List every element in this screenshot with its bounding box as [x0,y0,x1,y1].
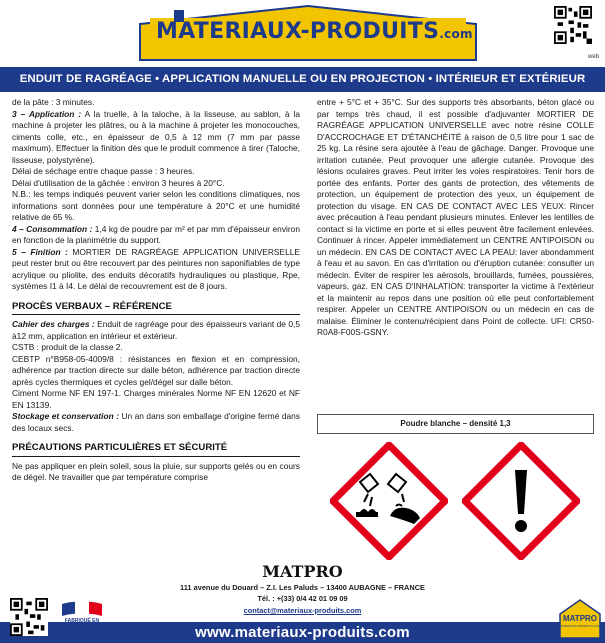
footer-brand: MATPRO [262,562,343,581]
paragraph: CSTB : produit de la classe 2. [12,342,123,352]
made-in-france-badge [58,600,106,640]
matpro-logo[interactable] [558,598,602,640]
footer-address: 111 avenue du Douard – Z.I. Les Paluds – 13400 AUBAGNE – FRANCE [180,583,425,592]
corrosive-hazard-icon [330,442,448,560]
logo-wordmark: MATERIAUX-PRODUITS.com [156,19,473,44]
qr-code-icon[interactable] [10,598,48,636]
badge-text: FABRIQUÉ EN FRANCE [63,618,101,635]
paragraph-cahier: Cahier des charges : Enduit de ragréage pour des épaisseurs variant de 0,5 à12 mm, application en intérieur et extérieur. [12,319,301,341]
section-title-pv: PROCÈS VERBAUX – RÉFÉRENCE [12,301,300,316]
paragraph-stockage: Stockage et conservation : Un an dans son emballage d'origine fermé dans des locaux secs. [12,411,300,433]
paragraph: CEBTP n°B958-05-4009/8 : résistances en flexion et en compression, adhérence par traction directe sur dalle béton, adhérence par traction directe après cycles thermiques et cycles gel/dégel sur dalle béton. [12,353,300,387]
matpro-logo-text: MATPRO [562,614,598,623]
paragraph: Ne pas appliquer en plein soleil, sous la pluie, sur supports gelés ou en cours de dégel. Ne travailler que par température comprise [12,460,300,482]
paragraph-finition: 5 – Finition : MORTIER DE RAGRÉAGE APPLICATION UNIVERSELLE peut rester brut ou être recouvert par des peintures non saponifiables de type acrylique ou pliolite, des enduits décoratifs hydrauliques ou plastique, Rpe, systèmes I1 à I4. Le délai de recouvrement est de 8 jours. [12,246,300,291]
paragraph-application: 3 – Application : A la truelle, à la taloche, à la lisseuse, au sablon, à la machine à projeter les plâtres, ou à la machine à projeter les monocouches, ciments colle, etc., en épaisseur de 0,5 à 12 mm (7 mm par passe maximum). Effectuer la finition dès que le produit commence à tirer (Taloche, lisseuse, polystyrène). [12,108,300,165]
right-column [317,97,594,339]
density-box: Poudre blanche – densité 1,3 [317,414,594,434]
paragraph: de la pâte : 3 minutes. [12,97,95,107]
footer-phone[interactable]: Tél. : +(33) 0/4 42 01 09 09 [257,594,348,603]
footer-email-link[interactable]: contact@materiaux-produits.com [243,606,362,615]
paragraph-safety: entre + 5°C et + 35°C. Sur des supports très absorbants, béton glacé ou par temps très chaud, il est possible d'adjuvanter MORTIER DE RAGRÉAGE APPLICATION UNIVERSELLE avec notre résine COLLE D'ACCROCHAGE ET D'ÉTANCHÉITÉ à raison de 0,5 litre pour 1 sac de 25 kg. La résine sera ajoutée à l'eau de gâchage. Danger. Provoque une irritation cutanée. Peut provoquer une allergie cutanée. Provoque des lésions oculaires graves. Peut irriter les voies respiratoires. Tenir hors de portée des enfants. Porter des gants de protection, des vêtements de protection, un équipement de protection des yeux, un équipement de protection du visage. EN CAS DE CONTACT AVEC LES YEUX: Rincer avec précaution à l'eau pendant plusieurs minutes. Enlever les lentilles de contact si la victime en porte et si elles peuvent être facilement enlevées. Continuer à rincer. Appeler immédiatement un CENTRE ANTIPOISON ou un médecin. EN CAS DE CONTACT AVEC LA PEAU: laver abondamment à l'eau et au savon. En cas d'irritation ou d'éruption cutanée: consulter un médecin. Éviter de respirer les aérosols, brouillards, fumées, poussières, vapeurs, gaz. EN CAS D'INHALATION: transporter la victime à l'extérieur et la maintenir au repos dans une position où elle peut confortablement respirer. Appeler un CENTRE ANTIPOISON ou un médecin en cas de malaise. Éliminer le contenu/récipient dans Point de collecte. UFI: CR50-R0A8-F00S-GSNY. [317,97,594,337]
paragraph: Délai d'utilisation de la gâchée : environ 3 heures à 20°C. [12,177,225,188]
matpro-logo-subtext: MATERIAUX-PRODUITS.COM [559,624,601,628]
section-title-precautions: PRÉCAUTIONS PARTICULIÈRES ET SÉCURITÉ [12,442,300,457]
website-link[interactable]: www.materiaux-produits.com [195,624,410,641]
paragraph: N.B.: les temps indiqués peuvent varier selon les conditions climatiques, nos informations sont données pour une température à 20°C et une humidité relative de 65 %. [12,189,300,222]
paragraph-consommation: 4 – Consommation : 1,4 kg de poudre par m² et par mm d'épaisseur environ en fonction de la planimétrie du support. [12,223,300,245]
site-logo[interactable] [134,4,482,62]
paragraph: Ciment Norme NF EN 197-1. Charges minérales Norme NF EN 12620 et NF EN 13139. [12,388,300,410]
exclamation-hazard-icon [462,442,580,560]
qr-code-icon[interactable] [554,6,592,44]
paragraph: Délai de séchage entre chaque passe : 3 heures. [12,166,195,176]
web-label: web [588,54,600,60]
france-flag-icon [58,600,106,619]
page-title: ENDUIT DE RAGRÉAGE • APPLICATION MANUELLE OU EN PROJECTION • INTÉRIEUR ET EXTÉRIEUR [0,67,605,92]
left-column [12,97,300,484]
